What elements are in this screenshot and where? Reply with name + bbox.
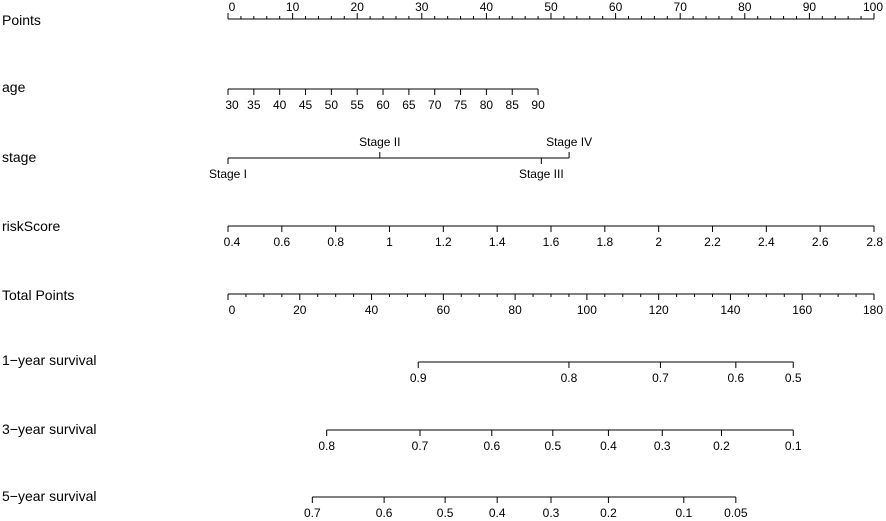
surv5-tick-label: 0.2 bbox=[600, 506, 617, 520]
points-tick-label: 80 bbox=[738, 0, 752, 14]
age-tick-label: 55 bbox=[350, 98, 364, 112]
stage-category-label: Stage III bbox=[518, 167, 564, 181]
age-tick-label: 90 bbox=[531, 98, 545, 112]
surv1-tick-label: 0.8 bbox=[560, 371, 578, 385]
row-total-points bbox=[2, 287, 74, 303]
surv5-tick-label: 0.6 bbox=[375, 506, 393, 520]
surv3-tick-label: 0.8 bbox=[318, 439, 336, 453]
age-tick-label: 50 bbox=[324, 98, 339, 112]
age-tick-label: 45 bbox=[298, 98, 313, 112]
riskScore-tick-label: 2.4 bbox=[757, 235, 775, 249]
points-tick-label: 20 bbox=[350, 0, 364, 14]
riskScore-tick-label: 1 bbox=[386, 235, 393, 249]
surv5-tick-label: 0.3 bbox=[542, 506, 560, 520]
total-tick-label: 60 bbox=[436, 303, 451, 317]
surv3-tick-label: 0.4 bbox=[600, 439, 617, 453]
surv3-tick-label: 0.2 bbox=[713, 439, 730, 453]
row-label-riskscore: riskScore bbox=[2, 218, 61, 234]
row-label-total-points: Total Points bbox=[2, 287, 75, 303]
stage-category-label: Stage IV bbox=[546, 135, 593, 149]
stage-category-label: Stage II bbox=[359, 135, 401, 149]
surv5-tick-label: 0.7 bbox=[303, 506, 321, 520]
total-tick-label: 140 bbox=[720, 303, 741, 317]
surv3-tick-label: 0.7 bbox=[411, 439, 429, 453]
riskScore-tick-label: 0.4 bbox=[223, 235, 241, 249]
age-tick-label: 75 bbox=[453, 98, 468, 112]
points-tick-label: 100 bbox=[862, 0, 883, 14]
age-tick-label: 30 bbox=[225, 98, 239, 112]
row-label-points: Points bbox=[2, 12, 41, 28]
surv1-tick-label: 0.7 bbox=[652, 371, 669, 385]
total-tick-label: 160 bbox=[792, 303, 813, 317]
row-age bbox=[2, 79, 26, 95]
surv3-tick-label: 0.6 bbox=[483, 439, 501, 453]
riskScore-tick-label: 0.6 bbox=[273, 235, 291, 249]
row-label-3-year-survival: 3−year survival bbox=[2, 421, 97, 437]
surv1-tick-label: 0.5 bbox=[784, 371, 802, 385]
total-tick-label: 40 bbox=[364, 303, 379, 317]
age-tick-label: 60 bbox=[376, 98, 390, 112]
row-label-stage: stage bbox=[2, 149, 37, 165]
surv1-tick-label: 0.6 bbox=[727, 371, 745, 385]
surv3-tick-label: 0.5 bbox=[544, 439, 562, 453]
age-tick-label: 80 bbox=[479, 98, 494, 112]
surv3-tick-label: 0.3 bbox=[653, 439, 671, 453]
riskScore-tick-label: 0.8 bbox=[327, 235, 345, 249]
row-1-year-survival bbox=[2, 352, 97, 368]
riskScore-tick-label: 2.8 bbox=[866, 235, 883, 249]
row-label-5-year-survival: 5−year survival bbox=[2, 488, 97, 504]
row-points bbox=[2, 12, 41, 28]
row-label-age: age bbox=[2, 79, 26, 95]
riskScore-tick-label: 2.6 bbox=[811, 235, 829, 249]
riskScore-tick-label: 1.4 bbox=[488, 235, 506, 249]
points-tick-label: 0 bbox=[228, 0, 236, 14]
row-stage bbox=[2, 149, 36, 165]
surv3-tick-label: 0.1 bbox=[784, 439, 802, 453]
riskScore-tick-label: 2 bbox=[655, 235, 663, 249]
total-tick-label: 180 bbox=[862, 303, 883, 317]
surv5-tick-label: 0.4 bbox=[488, 506, 506, 520]
row-3-year-survival bbox=[2, 421, 97, 437]
points-tick-label: 60 bbox=[608, 0, 623, 14]
age-tick-label: 70 bbox=[428, 98, 442, 112]
total-tick-label: 80 bbox=[508, 303, 522, 317]
stage-category-label: Stage I bbox=[208, 167, 248, 181]
points-tick-label: 70 bbox=[673, 0, 687, 14]
points-tick-label: 50 bbox=[544, 0, 558, 14]
surv5-tick-label: 0.05 bbox=[724, 506, 748, 520]
age-tick-label: 65 bbox=[402, 98, 416, 112]
age-tick-label: 85 bbox=[505, 98, 519, 112]
points-tick-label: 30 bbox=[415, 0, 429, 14]
row-label-1-year-survival: 1−year survival bbox=[2, 352, 97, 368]
total-tick-label: 100 bbox=[576, 303, 597, 317]
riskScore-tick-label: 2.2 bbox=[704, 235, 721, 249]
points-tick-label: 10 bbox=[285, 0, 300, 14]
total-tick-label: 20 bbox=[293, 303, 307, 317]
age-tick-label: 35 bbox=[247, 98, 261, 112]
surv1-tick-label: 0.9 bbox=[409, 371, 427, 385]
age-tick-label: 40 bbox=[273, 98, 287, 112]
row-riskscore bbox=[2, 218, 61, 234]
nomogram-marks bbox=[209, 0, 883, 520]
riskScore-tick-label: 1.6 bbox=[542, 235, 560, 249]
surv5-tick-label: 0.1 bbox=[675, 506, 693, 520]
surv5-tick-label: 0.5 bbox=[436, 506, 454, 520]
riskScore-tick-label: 1.8 bbox=[596, 235, 614, 249]
row-5-year-survival bbox=[2, 488, 97, 504]
points-tick-label: 90 bbox=[802, 0, 817, 14]
points-tick-label: 40 bbox=[479, 0, 494, 14]
total-tick-label: 120 bbox=[648, 303, 669, 317]
total-tick-label: 0 bbox=[228, 303, 236, 317]
riskScore-tick-label: 1.2 bbox=[434, 235, 452, 249]
